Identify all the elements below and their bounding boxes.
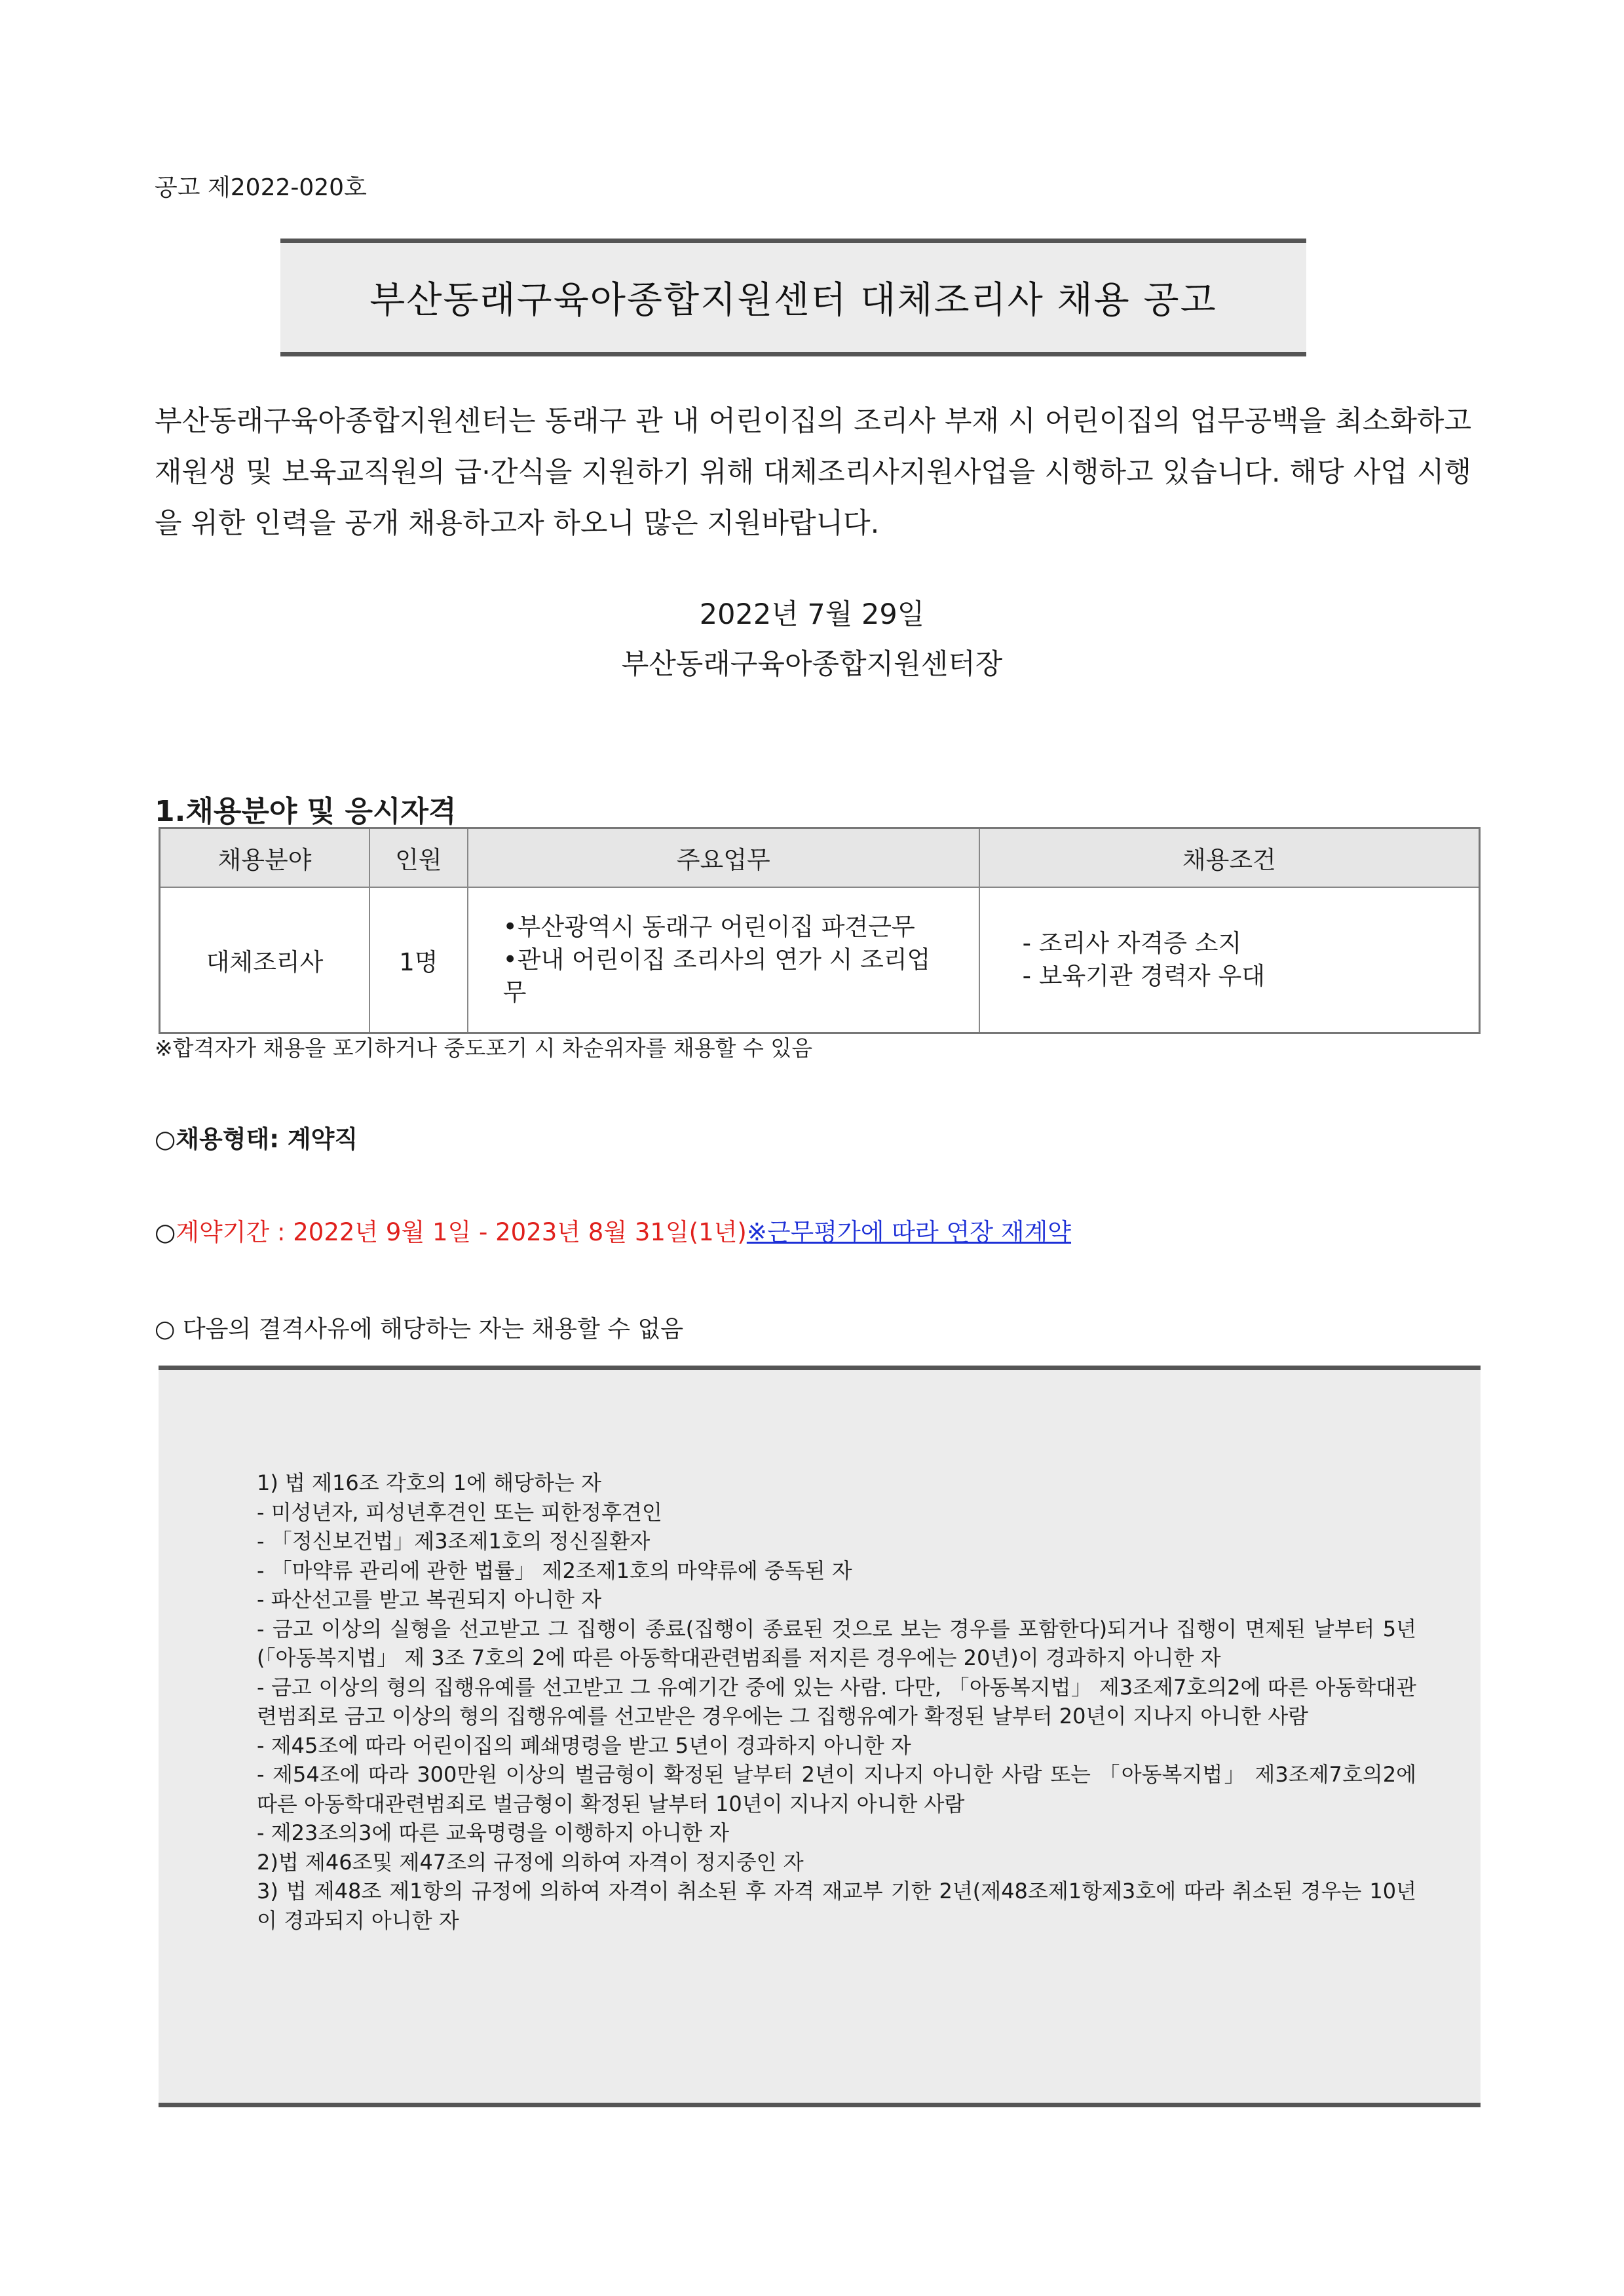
list-item: - 「마약류 관리에 관한 법률」 제2조제1호의 마약류에 중독된 자 <box>257 1558 852 1583</box>
condition-item: - 조리사 자격증 소지 <box>1022 929 1242 957</box>
table-row <box>160 887 1480 1033</box>
recruitment-table <box>159 827 1481 1034</box>
header-count: 인원 <box>369 828 468 888</box>
header-conditions: 채용조건 <box>979 828 1480 888</box>
cell-duties <box>468 887 979 1033</box>
list-item: - 제45조에 따라 어린이집의 폐쇄명령을 받고 5년이 경과하지 아니한 자 <box>257 1732 911 1758</box>
cell-field: 대체조리사 <box>160 887 370 1033</box>
title-box <box>280 239 1306 356</box>
list-item: 3) 법 제48조 제1항의 규정에 의하여 자격이 취소된 후 자격 재교부 기한 2년(제48조제1항제3호에 따라 취소된 경우는 10년이 경과되지 아니한 자 <box>257 1879 1416 1933</box>
list-item: - 제23조의3에 따른 교육명령을 이행하지 아니한 자 <box>257 1820 729 1845</box>
list-item: - 금고 이상의 실형을 선고받고 그 집행이 종료(집행이 종료된 것으로 보는 경우를 포함한다)되거나 집행이 면제된 날부터 5년(「아동복지법」 제 3조 7호의 2에 따른 아동학대관련범죄를 저지른 경우에는 20년)이 경과하지 아니한 자 <box>257 1616 1416 1670</box>
page-title: 부산동래구육아종합지원센터 대체조리사 채용 공고 <box>369 279 1217 322</box>
section-heading: 1.채용분야 및 응시자격 <box>155 795 457 828</box>
disqualification-box <box>159 1366 1481 2107</box>
intro-paragraph: 부산동래구육아종합지원센터는 동래구 관 내 어린이집의 조리사 부재 시 어린이집의 업무공백을 최소화하고 재원생 및 보육교직원의 급·간식을 지원하기 위해 대체조리사지원사업을 시행하고 있습니다. 해당 사업 시행을 위한 인력을 공개 채용하고자 하오니 많은 지원바랍니다. <box>155 405 1471 540</box>
table-header-row <box>160 828 1480 888</box>
contract-renewal-note[interactable]: ※근무평가에 따라 연장 재계약 <box>746 1218 1072 1246</box>
cell-conditions <box>979 887 1480 1033</box>
header-field: 채용분야 <box>160 828 370 888</box>
employment-type: ○채용형태: 계약직 <box>155 1125 358 1153</box>
list-item: 2)법 제46조및 제47조의 규정에 의하여 자격이 정지중인 자 <box>257 1849 804 1875</box>
header-duties: 주요업무 <box>468 828 979 888</box>
duty-item: •부산광역시 동래구 어린이집 파견근무 <box>502 913 915 941</box>
cell-count: 1명 <box>369 887 468 1033</box>
list-item: - 「정신보건법」제3조제1호의 정신질환자 <box>257 1529 651 1554</box>
list-item: 1) 법 제16조 각호의 1에 해당하는 자 <box>257 1470 601 1495</box>
notice-number: 공고 제2022-020호 <box>155 174 367 201</box>
contract-period: 계약기간 : 2022년 9월 1일 - 2023년 8월 31일(1년) <box>176 1218 747 1246</box>
organization-head: 부산동래구육아종합지원센터장 <box>621 648 1003 681</box>
contract-period-line <box>155 1212 1071 1248</box>
list-item: - 파산선고를 받고 복권되지 아니한 자 <box>257 1587 602 1612</box>
duty-item: •관내 어린이집 조리사의 연가 시 조리업무 <box>502 946 931 1006</box>
disqualification-intro: ○ 다음의 결격사유에 해당하는 자는 채용할 수 없음 <box>155 1316 684 1343</box>
disqualification-list <box>257 1468 1416 1935</box>
list-item: - 미성년자, 피성년후견인 또는 피한정후견인 <box>257 1499 662 1525</box>
list-item: - 제54조에 따라 300만원 이상의 벌금형이 확정된 날부터 2년이 지나지 아니한 사람 또는 「아동복지법」 제3조제7호의2에 따른 아동학대관련범죄로 벌금형이 확정된 날부터 10년이 지나지 아니한 사람 <box>257 1762 1416 1816</box>
announcement-date: 2022년 7월 29일 <box>699 598 925 631</box>
contract-bullet: ○ <box>155 1218 176 1246</box>
list-item: - 금고 이상의 형의 집행유예를 선고받고 그 유예기간 중에 있는 사람. 다만, 「아동복지법」 제3조제7호의2에 따른 아동학대관련범죄로 금고 이상의 형의 집행유예를 선고받은 경우에는 그 집행유예가 확정된 날부터 20년이 지나지 아니한 사람 <box>257 1674 1416 1729</box>
condition-item: - 보육기관 경력자 우대 <box>1022 962 1265 990</box>
table-footnote: ※합격자가 채용을 포기하거나 중도포기 시 차순위자를 채용할 수 있음 <box>155 1035 813 1061</box>
